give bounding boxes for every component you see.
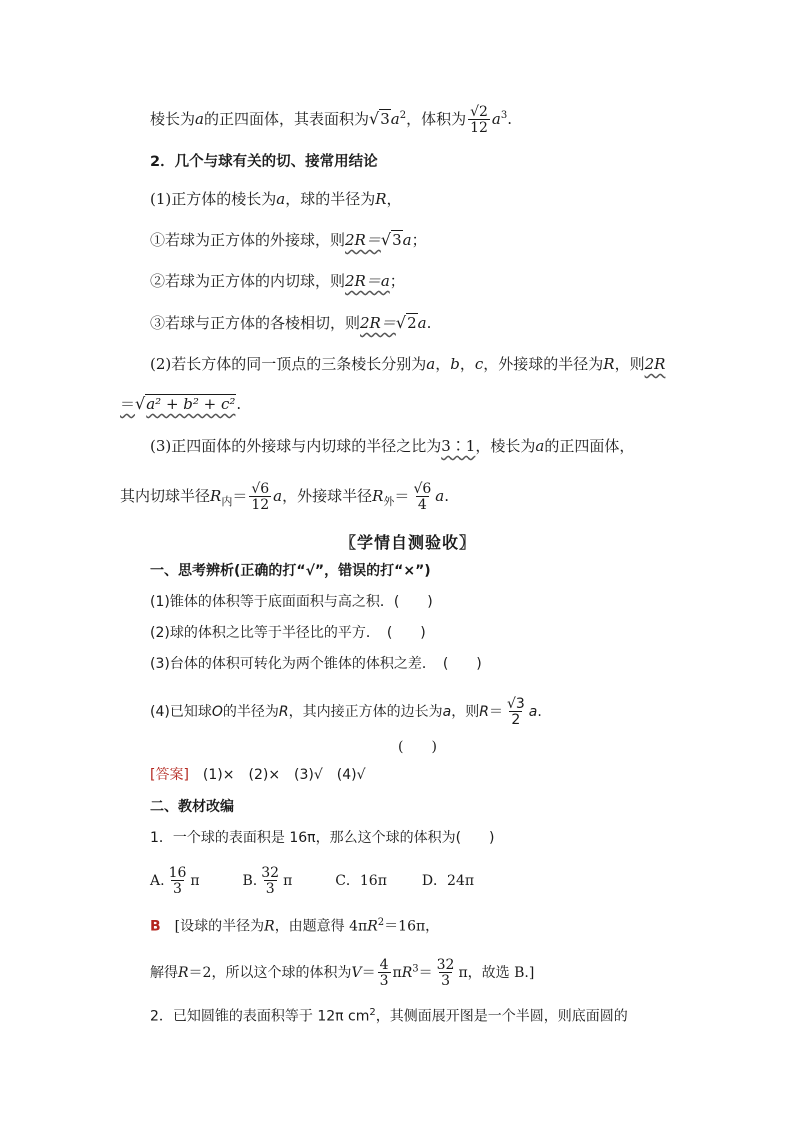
exercise-2: 2．已知圆锥的表面积等于 12π $cm^2$，其侧面展开图是一个半圆，则底面圆的: [150, 1007, 628, 1025]
heading-textbook: 二、教材改编: [150, 799, 234, 815]
solution-line-1: B [设球的半径为R，由题意得 $4\pi R^2=16\pi$，: [150, 917, 440, 935]
question-3: (3)台体的体积可转化为两个锥体的体积之差． ( ): [150, 656, 482, 672]
heading-true-false: 一、思考辨析(正确的打“√”，错误的打“×”): [150, 563, 431, 579]
sqrt-2: √2: [395, 313, 417, 332]
line-cuboid-formula: ＝√a² + b² + c².: [120, 394, 242, 413]
frac-4-3: $\frac{4}{3}$: [379, 957, 389, 989]
line-tetra-formulas: 棱长为a的正四面体，其表面积为$√3a^2$，体积为 $\frac{√2}{12}$ $a^3$.: [150, 104, 513, 136]
line-cube-setup: (1)正方体的棱长为a，球的半径为R，: [150, 190, 402, 208]
heading-sphere-conclusions: 2．几个与球有关的切、接常用结论: [150, 154, 378, 170]
line-inscribed: ②若球为正方体的内切球，则2R＝a；: [150, 272, 405, 290]
section-banner: 〖学情自测验收〗: [340, 533, 477, 552]
solution-letter: B: [150, 918, 161, 935]
frac-16-3: $\frac{16}{3}$: [168, 865, 187, 897]
fraction-sqrt6-4: $\frac{√6}{4}$: [413, 481, 432, 513]
question-2: (2)球的体积之比等于半径比的平方． ( ): [150, 625, 426, 641]
frac-32-3-b: $\frac{32}{3}$: [436, 957, 455, 989]
answer-line: [答案] (1)× (2)× (3)√ (4)√: [150, 767, 366, 783]
line-cuboid: (2)若长方体的同一顶点的三条棱长分别为a，b，c，外接球的半径为R，则2R: [150, 355, 666, 373]
fraction-sqrt6-12: $\frac{√6}{12}$: [251, 481, 270, 513]
line-tetra-ratio: (3)正四面体的外接球与内切球的半径之比为3∶1，棱长为a的正四面体，: [150, 437, 635, 455]
question-4: (4)已知球O的半径为R，其内接正方体的边长为a，则R＝ $\frac{√3}{2}$ a.: [150, 696, 542, 728]
sqrt-3-b: √3: [380, 230, 402, 249]
exercise-1: 1．一个球的表面积是 16π，那么这个球的体积为( ): [150, 830, 495, 846]
question-1: (1)锥体的体积等于底面面积与高之积．( ): [150, 594, 433, 610]
fraction-sqrt3-2: $\frac{√3}{2}$: [506, 696, 525, 728]
question-4-parens: ( ): [398, 739, 437, 755]
line-circumscribed: ①若球为正方体的外接球，则2R＝√3a；: [150, 230, 427, 249]
answer-label: [答案]: [150, 767, 189, 783]
exercise-1-options: A. $\frac{16}{3}$ π B. $\frac{32}{3}$ π C．16π D．24π: [150, 865, 475, 897]
solution-line-2: 解得R＝2，所以这个球的体积为V＝ $\frac{4}{3}$ $\pi R^3=$ $\frac{32}{3}$ π，故选 B.]: [150, 957, 535, 989]
sqrt-3: √3: [368, 109, 390, 128]
line-tetra-radii: 其内切球半径$R_内=$ $\frac{√6}{12}$ a，外接球半径$R_外=$ $\frac{√6}{4}$ a.: [120, 481, 449, 513]
fraction-sqrt2-12: $\frac{√2}{12}$: [470, 104, 488, 136]
line-edge-tangent: ③若球与正方体的各棱相切，则2R＝√2a.: [150, 313, 432, 332]
sqrt-abc: √a² + b² + c²: [135, 394, 236, 413]
frac-32-3: $\frac{32}{3}$: [261, 865, 280, 897]
